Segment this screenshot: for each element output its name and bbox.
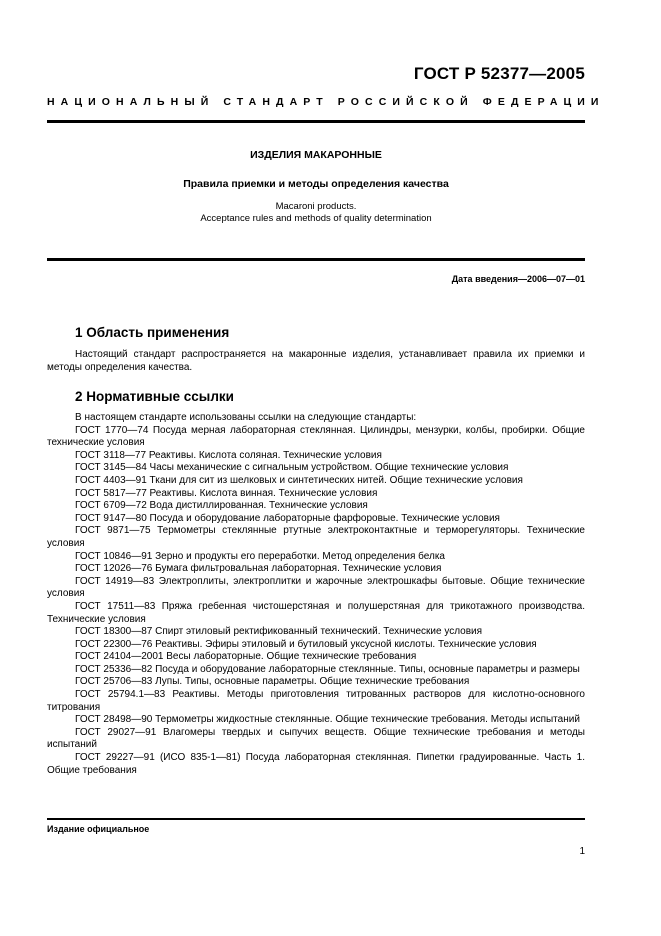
section-body-scope bbox=[47, 349, 585, 374]
reference-item: ГОСТ 3118—77 Реактивы. Кислота соляная. Технические условия bbox=[75, 449, 382, 461]
reference-item: ГОСТ 1770—74 Посуда мерная лабораторная стеклянная. Цилиндры, мензурки, колбы, пробирки. Общие технические условия bbox=[47, 424, 585, 449]
reference-item: ГОСТ 29227—91 (ИСО 835-1—81) Посуда лабораторная стеклянная. Пипетки градуированные. Часть 1. Общие требования bbox=[47, 752, 585, 776]
official-edition-note: Издание официальное bbox=[47, 824, 150, 834]
reference-item: ГОСТ 25706—83 Лупы. Типы, основные параметры. Общие технические требования bbox=[75, 676, 470, 688]
reference-item: ГОСТ 5817—77 Реактивы. Кислота винная. Технические условия bbox=[75, 487, 378, 499]
paragraph: Настоящий стандарт распространяется на макаронные изделия, устанавливает правила их приемки и методы определения качества. bbox=[47, 349, 585, 373]
reference-item: ГОСТ 18300—87 Спирт этиловый ректификованный технический. Технические условия bbox=[75, 626, 483, 638]
section-heading-normative-references: 2 Нормативные ссылки bbox=[75, 389, 234, 404]
reference-item: ГОСТ 17511—83 Пряжа гребенная чистошерстяная и полушерстяная для трикотажного производства. Технические условия bbox=[47, 600, 585, 625]
reference-item: ГОСТ 25336—82 Посуда и оборудование лабораторные стеклянные. Типы, основные параметры и размеры bbox=[75, 663, 580, 675]
reference-item: ГОСТ 6709—72 Вода дистиллированная. Технические условия bbox=[75, 500, 368, 512]
reference-item: ГОСТ 24104—2001 Весы лабораторные. Общие технические требования bbox=[75, 651, 417, 663]
national-standard-banner: НАЦИОНАЛЬНЫЙ СТАНДАРТ РОССИЙСКОЙ ФЕДЕРАЦИИ bbox=[47, 96, 605, 108]
footer-divider bbox=[47, 818, 585, 820]
reference-item: ГОСТ 4403—91 Ткани для сит из шелковых и синтетических нитей. Общие технические условия bbox=[75, 474, 523, 486]
page-number: 1 bbox=[579, 846, 585, 857]
paragraph: В настоящем стандарте использованы ссылки на следующие стандарты: bbox=[75, 412, 417, 423]
reference-item: ГОСТ 25794.1—83 Реактивы. Методы приготовления титрованных растворов для кислотно-основного титрования bbox=[47, 689, 585, 713]
reference-item: ГОСТ 14919—83 Электроплиты, электроплитки и жарочные электрошкафы бытовые. Общие технические условия bbox=[47, 575, 585, 600]
header-divider bbox=[47, 120, 585, 123]
reference-item: ГОСТ 28498—90 Термометры жидкостные стеклянные. Общие технические требования. Методы испытаний bbox=[75, 714, 580, 726]
introduction-date: Дата введения—2006—07—01 bbox=[451, 274, 585, 284]
document-title: ИЗДЕЛИЯ МАКАРОННЫЕ bbox=[250, 149, 382, 161]
reference-item: ГОСТ 22300—76 Реактивы. Эфиры этиловый и бутиловый уксусной кислоты. Технические условия bbox=[75, 638, 537, 650]
reference-item: ГОСТ 9147—80 Посуда и оборудование лабораторные фарфоровые. Технические условия bbox=[75, 512, 500, 524]
section-body-normative-references bbox=[47, 412, 585, 777]
reference-item: ГОСТ 10846—91 Зерно и продукты его переработки. Метод определения белка bbox=[75, 550, 445, 562]
document-code: ГОСТ Р 52377—2005 bbox=[413, 64, 585, 83]
english-title bbox=[47, 201, 585, 225]
reference-item: ГОСТ 12026—76 Бумага фильтровальная лабораторная. Технические условия bbox=[75, 563, 442, 575]
reference-item: ГОСТ 29027—91 Влагомеры твердых и сыпучих веществ. Общие технические требования и методы испытаний bbox=[47, 726, 585, 751]
section-heading-scope: 1 Область применения bbox=[75, 325, 230, 340]
reference-item: ГОСТ 3145—84 Часы механические с сигнальным устройством. Общие технические условия bbox=[75, 462, 509, 474]
document-subtitle: Правила приемки и методы определения качества bbox=[183, 178, 449, 190]
title-divider bbox=[47, 258, 585, 261]
english-title-line-1: Macaroni products. bbox=[275, 201, 357, 212]
english-title-line-2: Acceptance rules and methods of quality determination bbox=[200, 213, 432, 224]
reference-item: ГОСТ 9871—75 Термометры стеклянные ртутные электроконтактные и терморегуляторы. Технические условия bbox=[47, 525, 585, 549]
